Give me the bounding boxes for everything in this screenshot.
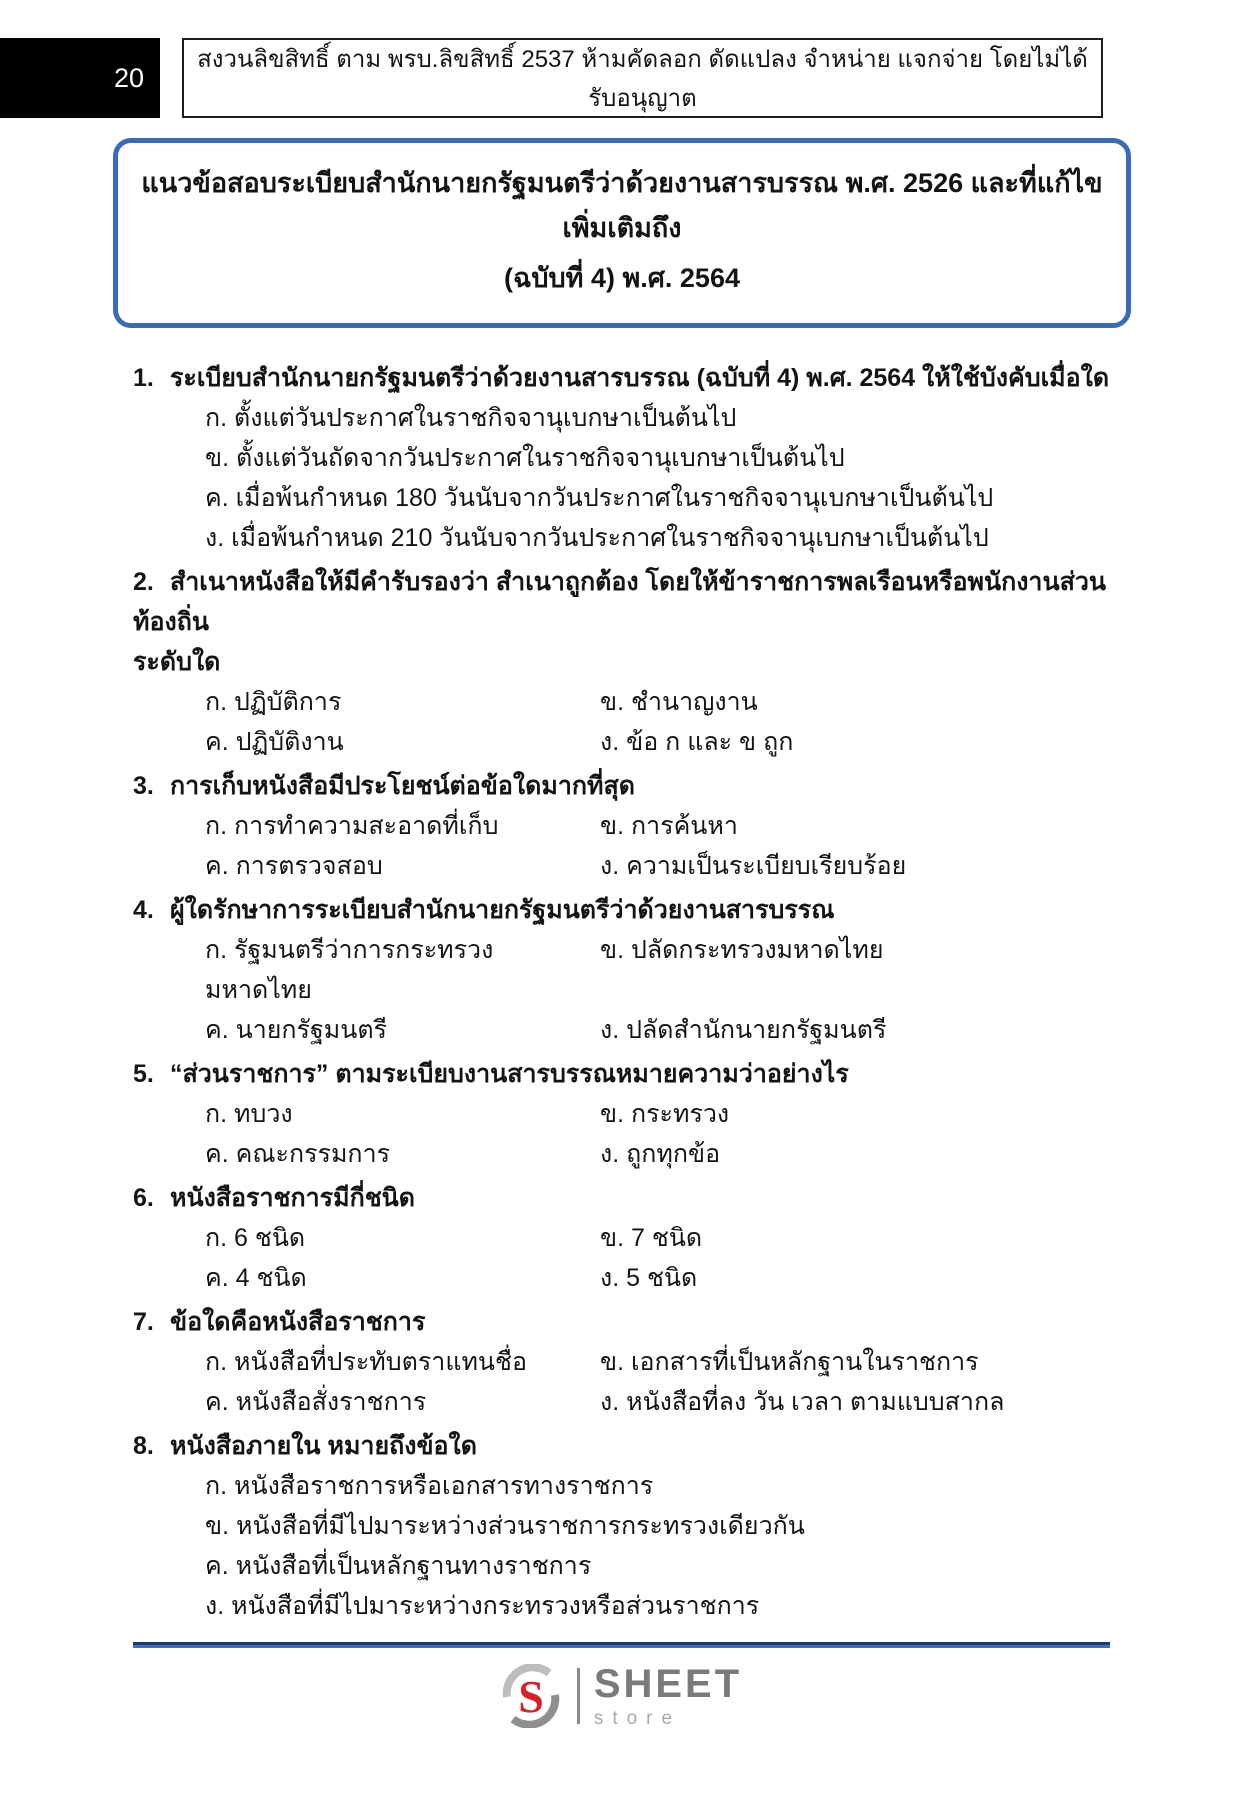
question-3-option-b: ข. การค้นหา [600, 811, 738, 840]
question-4-number: 4. [133, 895, 154, 924]
question-1 [133, 358, 1133, 398]
question-2-text: สำเนาหนังสือให้มีคำรับรองว่า สำเนาถูกต้อง โดยให้ข้าราชการพลเรือนหรือพนักงานส่วนท้องถิ่น [133, 567, 1106, 636]
question-6-option-d: ง. 5 ชนิด [600, 1263, 698, 1292]
question-1-option-b: ข. ตั้งแต่วันถัดจากวันประกาศในราชกิจจานุเบกษาเป็นต้นไป [205, 443, 845, 472]
question-2-number: 2. [133, 567, 154, 596]
question-4-option-b: ข. ปลัดกระทรวงมหาดไทย [600, 935, 884, 964]
exam-title-line1: แนวข้อสอบระเบียบสำนักนายกรัฐมนตรีว่าด้วยงานสารบรรณ พ.ศ. 2526 และที่แก้ไขเพิ่มเติมถึง [141, 168, 1103, 243]
page-header [0, 38, 1103, 118]
question-6 [133, 1178, 1133, 1218]
question-5-option-c: ค. คณะกรรมการ [205, 1139, 391, 1168]
question-3-number: 3. [133, 771, 154, 800]
question-2 [133, 562, 1133, 642]
question-4-options [133, 930, 1133, 1050]
question-7-option-d: ง. หนังสือที่ลง วัน เวลา ตามแบบสากล [600, 1387, 1005, 1416]
question-1-option-c: ค. เมื่อพ้นกำหนด 180 วันนับจากวันประกาศในราชกิจจานุเบกษาเป็นต้นไป [205, 483, 994, 512]
question-8-option-d: ง. หนังสือที่มีไปมาระหว่างกระทรวงหรือส่วนราชการ [205, 1591, 760, 1620]
question-1-text: ระเบียบสำนักนายกรัฐมนตรีว่าด้วยงานสารบรรณ (ฉบับที่ 4) พ.ศ. 2564 ให้ใช้บังคับเมื่อใด [170, 363, 1110, 392]
question-5-text: “ส่วนราชการ” ตามระเบียบงานสารบรรณหมายความว่าอย่างไร [170, 1059, 849, 1088]
question-3-options [133, 806, 1133, 886]
question-2-option-a: ก. ปฏิบัติการ [205, 687, 342, 716]
question-4-option-a: ก. รัฐมนตรีว่าการกระทรวงมหาดไทย [205, 935, 494, 1004]
question-5 [133, 1054, 1133, 1094]
question-7-text: ข้อใดคือหนังสือราชการ [170, 1307, 426, 1336]
questions-list [133, 358, 1133, 1626]
question-1-option-a: ก. ตั้งแต่วันประกาศในราชกิจจานุเบกษาเป็นต้นไป [205, 403, 737, 432]
question-2-option-c: ค. ปฏิบัติงาน [205, 727, 344, 756]
question-8-number: 8. [133, 1431, 154, 1460]
exam-title-line2: (ฉบับที่ 4) พ.ศ. 2564 [504, 263, 740, 294]
question-2-text-line2: ระดับใด [133, 647, 221, 676]
logo-text [594, 1664, 742, 1728]
question-3-option-d: ง. ความเป็นระเบียบเรียบร้อย [600, 851, 907, 880]
question-4-text: ผู้ใดรักษาการระเบียบสำนักนายกรัฐมนตรีว่าด้วยงานสารบรรณ [170, 895, 835, 924]
question-8-option-c: ค. หนังสือที่เป็นหลักฐานทางราชการ [205, 1551, 592, 1580]
logo-sub-text: store [593, 1708, 682, 1729]
question-7-option-b: ข. เอกสารที่เป็นหลักฐานในราชการ [600, 1347, 979, 1376]
sheet-store-logo [0, 1664, 1241, 1728]
question-5-option-a: ก. ทบวง [205, 1099, 293, 1128]
question-6-option-a: ก. 6 ชนิด [205, 1223, 306, 1252]
question-2-options [133, 682, 1133, 762]
page-number-box [0, 38, 160, 118]
question-5-option-b: ข. กระทรวง [600, 1099, 730, 1128]
question-3-text: การเก็บหนังสือมีประโยชน์ต่อข้อใดมากที่สุด [170, 771, 635, 800]
question-2-option-d: ง. ข้อ ก และ ข ถูก [600, 727, 794, 756]
question-7-number: 7. [133, 1307, 154, 1336]
question-3 [133, 766, 1133, 806]
page-footer [0, 1642, 1241, 1728]
logo-brand-text: SHEET [593, 1662, 743, 1706]
question-7-options [133, 1342, 1133, 1422]
question-8-text: หนังสือภายใน หมายถึงข้อใด [170, 1431, 477, 1460]
question-7-option-a: ก. หนังสือที่ประทับตราแทนชื่อ [205, 1347, 527, 1376]
logo-divider-bar [577, 1668, 580, 1724]
question-3-option-c: ค. การตรวจสอบ [205, 851, 383, 880]
question-8-option-b: ข. หนังสือที่มีไปมาระหว่างส่วนราชการกระทรวงเดียวกัน [205, 1511, 805, 1540]
question-6-option-c: ค. 4 ชนิด [205, 1263, 307, 1292]
question-5-number: 5. [133, 1059, 154, 1088]
copyright-box [182, 38, 1103, 118]
question-7 [133, 1302, 1133, 1342]
question-4-option-d: ง. ปลัดสำนักนายกรัฐมนตรี [600, 1015, 887, 1044]
page-number: 20 [113, 62, 144, 93]
sheet-store-s-icon [499, 1664, 563, 1728]
footer-divider-line [133, 1642, 1110, 1648]
question-6-option-b: ข. 7 ชนิด [600, 1223, 703, 1252]
question-3-option-a: ก. การทำความสะอาดที่เก็บ [205, 811, 499, 840]
question-8-option-a: ก. หนังสือราชการหรือเอกสารทางราชการ [205, 1471, 654, 1500]
question-5-option-d: ง. ถูกทุกข้อ [600, 1139, 721, 1168]
question-4-option-c: ค. นายกรัฐมนตรี [205, 1015, 387, 1044]
question-4 [133, 890, 1133, 930]
svg-text:S: S [518, 1671, 544, 1722]
question-6-options [133, 1218, 1133, 1298]
question-5-options [133, 1094, 1133, 1174]
question-1-options [133, 398, 1133, 558]
question-6-number: 6. [133, 1183, 154, 1212]
question-8-options [133, 1466, 1133, 1626]
question-6-text: หนังสือราชการมีกี่ชนิด [170, 1183, 415, 1212]
question-7-option-c: ค. หนังสือสั่งราชการ [205, 1387, 427, 1416]
question-1-option-d: ง. เมื่อพ้นกำหนด 210 วันนับจากวันประกาศในราชกิจจานุเบกษาเป็นต้นไป [205, 523, 989, 552]
question-2-option-b: ข. ชำนาญงาน [600, 687, 758, 716]
copyright-text: สงวนลิขสิทธิ์ ตาม พรบ.ลิขสิทธิ์ 2537 ห้ามคัดลอก ดัดแปลง จำหน่าย แจกจ่าย โดยไม่ได้รับอนุญาต [197, 46, 1088, 112]
question-1-number: 1. [133, 363, 154, 392]
exam-title-box [113, 138, 1131, 328]
question-8 [133, 1426, 1133, 1466]
document-page [0, 38, 1241, 1729]
